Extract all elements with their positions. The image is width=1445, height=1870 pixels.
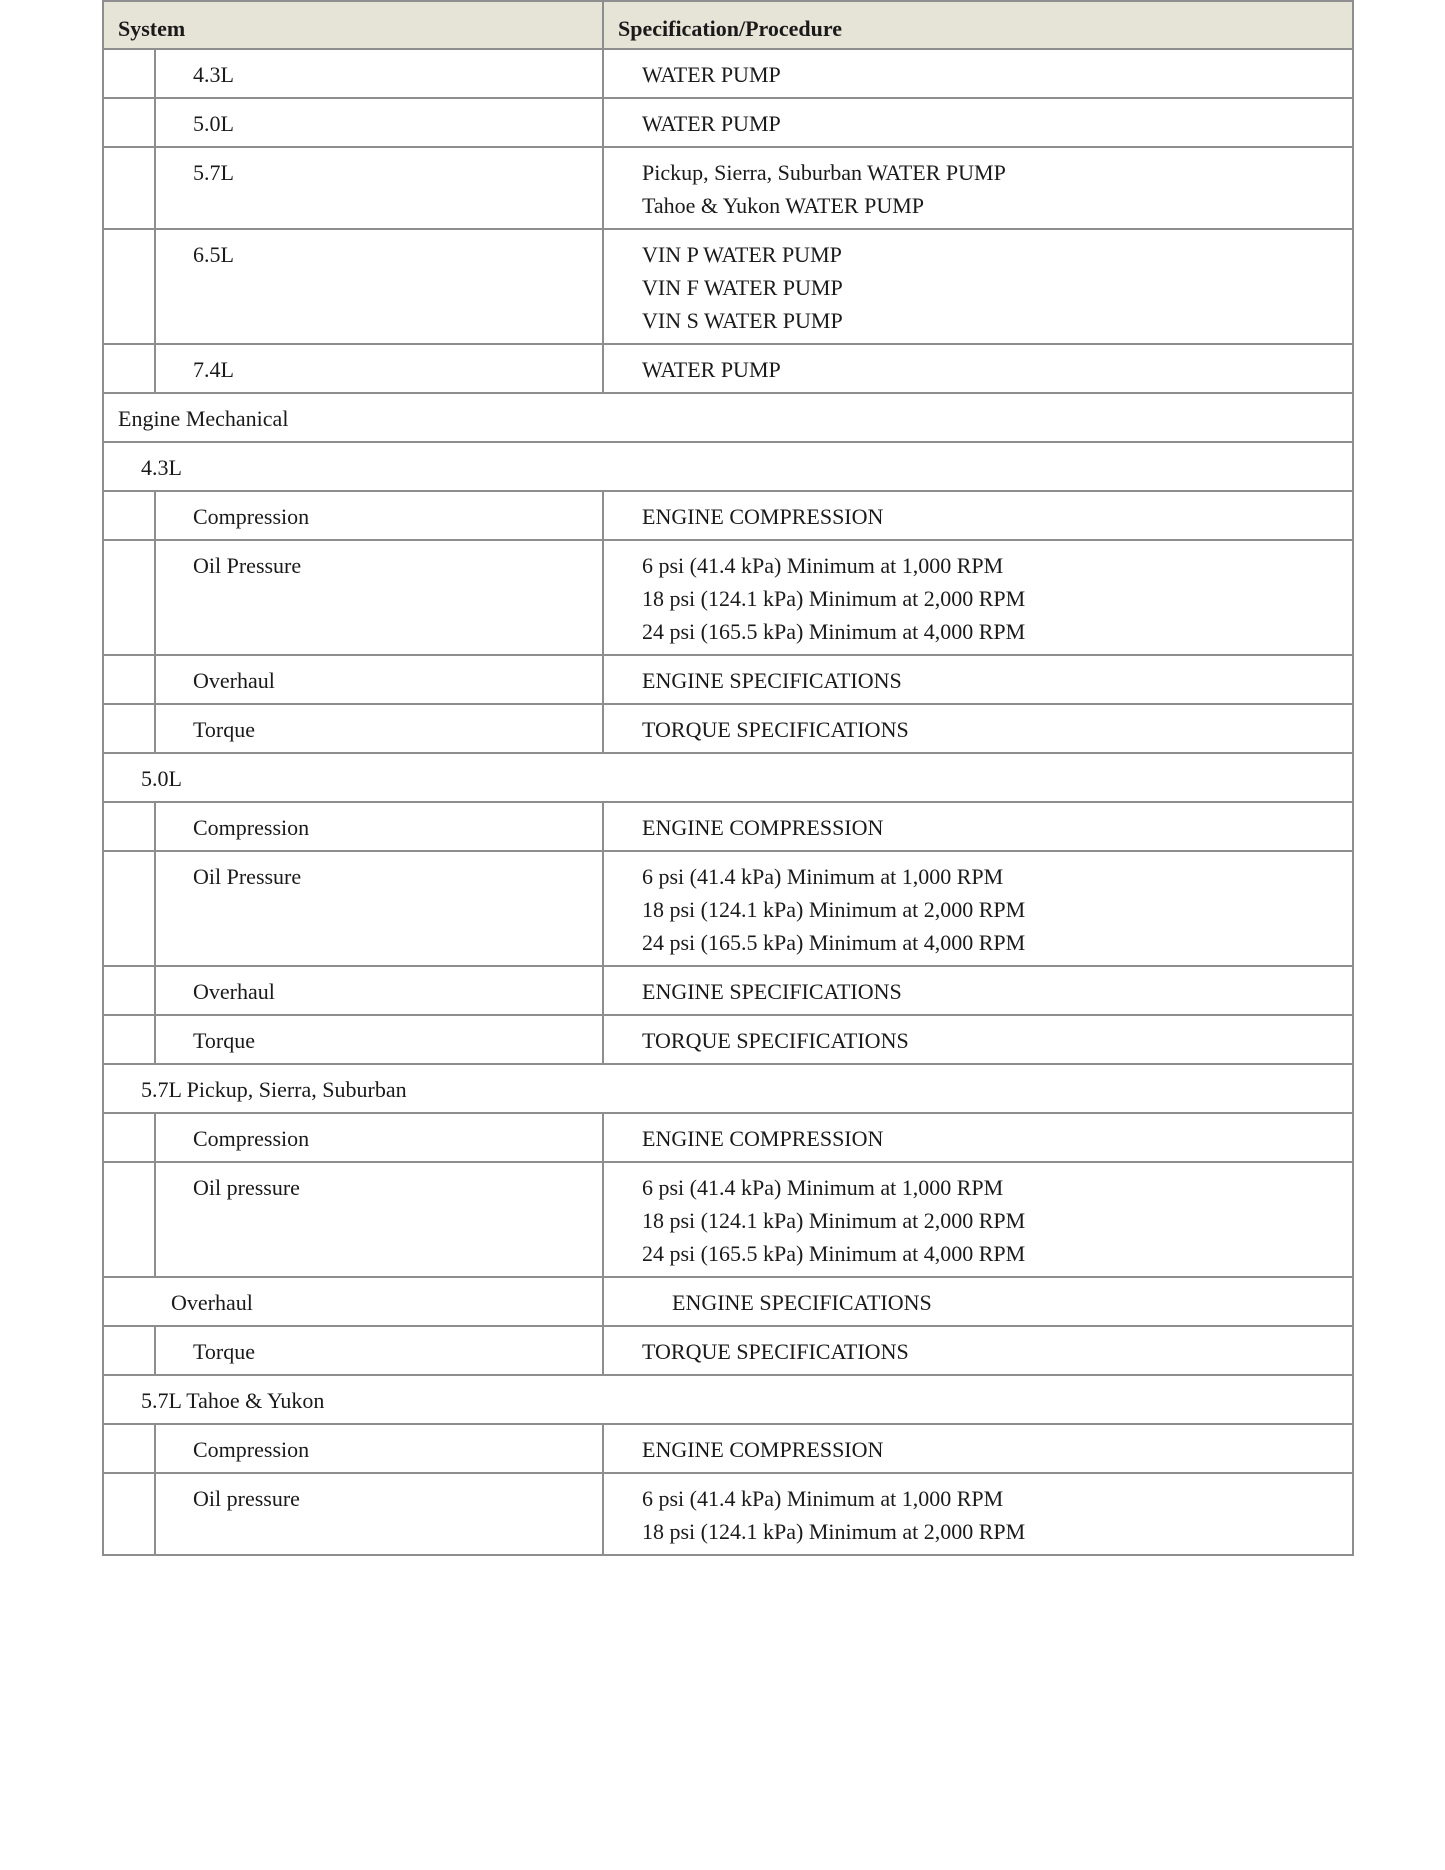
specification-line: 6 psi (41.4 kPa) Minimum at 1,000 RPM xyxy=(642,1175,1004,1200)
indent-cell xyxy=(103,540,155,655)
system-label: 6.5L xyxy=(155,229,603,344)
system-label: Oil pressure xyxy=(155,1473,603,1555)
table-body xyxy=(103,49,1353,1555)
system-label: Overhaul xyxy=(155,655,603,704)
indent-cell xyxy=(103,1424,155,1473)
specification-value xyxy=(603,1326,1353,1375)
subsection-heading: 5.0L xyxy=(103,753,1353,802)
table-row xyxy=(103,1277,1353,1326)
specification-line: ENGINE COMPRESSION xyxy=(642,504,884,529)
indent-cell xyxy=(103,1113,155,1162)
specification-line: WATER PUMP xyxy=(642,111,781,136)
indent-cell xyxy=(103,147,155,229)
specification-line: ENGINE COMPRESSION xyxy=(642,815,884,840)
table-row xyxy=(103,49,1353,98)
indent-cell xyxy=(103,49,155,98)
table-row xyxy=(103,851,1353,966)
subsection-heading: 5.7L Tahoe & Yukon xyxy=(103,1375,1353,1424)
specification-line: VIN F WATER PUMP xyxy=(642,275,843,300)
table-row xyxy=(103,540,1353,655)
specification-table xyxy=(102,0,1354,1556)
table-row xyxy=(103,704,1353,753)
indent-cell xyxy=(103,655,155,704)
system-label: Oil pressure xyxy=(155,1162,603,1277)
indent-cell xyxy=(103,802,155,851)
specification-value xyxy=(603,147,1353,229)
specification-value xyxy=(603,229,1353,344)
table-row xyxy=(103,1473,1353,1555)
indent-cell xyxy=(103,1326,155,1375)
specification-line: ENGINE COMPRESSION xyxy=(642,1437,884,1462)
table-row xyxy=(103,1326,1353,1375)
specification-line: WATER PUMP xyxy=(642,357,781,382)
specification-value xyxy=(603,704,1353,753)
specification-line: 24 psi (165.5 kPa) Minimum at 4,000 RPM xyxy=(642,930,1026,955)
system-label: Oil Pressure xyxy=(155,851,603,966)
table-row xyxy=(103,98,1353,147)
table-row xyxy=(103,442,1353,491)
specification-value xyxy=(603,491,1353,540)
section-heading: Engine Mechanical xyxy=(103,393,1353,442)
subsection-heading: 5.7L Pickup, Sierra, Suburban xyxy=(103,1064,1353,1113)
system-label: Overhaul xyxy=(103,1277,603,1326)
indent-cell xyxy=(103,344,155,393)
indent-cell xyxy=(103,966,155,1015)
specification-line: VIN P WATER PUMP xyxy=(642,242,842,267)
specification-value xyxy=(603,49,1353,98)
specification-line: 24 psi (165.5 kPa) Minimum at 4,000 RPM xyxy=(642,619,1026,644)
table-row xyxy=(103,1015,1353,1064)
table-row xyxy=(103,229,1353,344)
indent-cell xyxy=(103,491,155,540)
specification-line: Pickup, Sierra, Suburban WATER PUMP xyxy=(642,160,1006,185)
table-row xyxy=(103,802,1353,851)
specification-line: 6 psi (41.4 kPa) Minimum at 1,000 RPM xyxy=(642,864,1004,889)
table-row xyxy=(103,1375,1353,1424)
specification-line: ENGINE COMPRESSION xyxy=(642,1126,884,1151)
specification-line: Tahoe & Yukon WATER PUMP xyxy=(642,193,925,218)
specification-value xyxy=(603,1277,1353,1326)
document-page xyxy=(102,0,1352,1556)
specification-value xyxy=(603,1424,1353,1473)
specification-value xyxy=(603,851,1353,966)
table-row xyxy=(103,1162,1353,1277)
subsection-heading: 4.3L xyxy=(103,442,1353,491)
specification-value xyxy=(603,1113,1353,1162)
table-row xyxy=(103,393,1353,442)
system-label: Torque xyxy=(155,1326,603,1375)
table-row xyxy=(103,1424,1353,1473)
specification-line: 6 psi (41.4 kPa) Minimum at 1,000 RPM xyxy=(642,1486,1004,1511)
specification-value xyxy=(603,1473,1353,1555)
specification-line: 18 psi (124.1 kPa) Minimum at 2,000 RPM xyxy=(642,586,1026,611)
table-row xyxy=(103,655,1353,704)
system-label: Torque xyxy=(155,704,603,753)
indent-cell xyxy=(103,229,155,344)
system-label: 5.7L xyxy=(155,147,603,229)
header-specification: Specification/Procedure xyxy=(603,1,1353,49)
specification-line: 18 psi (124.1 kPa) Minimum at 2,000 RPM xyxy=(642,1208,1026,1233)
system-label: Compression xyxy=(155,1113,603,1162)
system-label: Oil Pressure xyxy=(155,540,603,655)
specification-line: 18 psi (124.1 kPa) Minimum at 2,000 RPM xyxy=(642,1519,1026,1544)
table-row xyxy=(103,1113,1353,1162)
table-header-row xyxy=(103,1,1353,49)
table-row xyxy=(103,344,1353,393)
table-row xyxy=(103,753,1353,802)
system-label: 5.0L xyxy=(155,98,603,147)
indent-cell xyxy=(103,851,155,966)
system-label: Torque xyxy=(155,1015,603,1064)
system-label: Compression xyxy=(155,1424,603,1473)
specification-line: TORQUE SPECIFICATIONS xyxy=(642,1339,909,1364)
specification-line: ENGINE SPECIFICATIONS xyxy=(672,1290,932,1315)
specification-line: ENGINE SPECIFICATIONS xyxy=(642,979,902,1004)
specification-value xyxy=(603,540,1353,655)
table-row xyxy=(103,147,1353,229)
indent-cell xyxy=(103,704,155,753)
specification-line: TORQUE SPECIFICATIONS xyxy=(642,1028,909,1053)
specification-value xyxy=(603,344,1353,393)
indent-cell xyxy=(103,1162,155,1277)
system-label: Compression xyxy=(155,802,603,851)
specification-value xyxy=(603,1162,1353,1277)
indent-cell xyxy=(103,1473,155,1555)
system-label: 7.4L xyxy=(155,344,603,393)
specification-line: WATER PUMP xyxy=(642,62,781,87)
specification-line: VIN S WATER PUMP xyxy=(642,308,843,333)
system-label: Compression xyxy=(155,491,603,540)
specification-line: 18 psi (124.1 kPa) Minimum at 2,000 RPM xyxy=(642,897,1026,922)
indent-cell xyxy=(103,98,155,147)
specification-value xyxy=(603,966,1353,1015)
system-label: Overhaul xyxy=(155,966,603,1015)
specification-line: ENGINE SPECIFICATIONS xyxy=(642,668,902,693)
table-row xyxy=(103,491,1353,540)
indent-cell xyxy=(103,1015,155,1064)
specification-value xyxy=(603,655,1353,704)
system-label: 4.3L xyxy=(155,49,603,98)
table-row xyxy=(103,1064,1353,1113)
header-system: System xyxy=(103,1,603,49)
specification-value xyxy=(603,98,1353,147)
specification-line: TORQUE SPECIFICATIONS xyxy=(642,717,909,742)
specification-line: 6 psi (41.4 kPa) Minimum at 1,000 RPM xyxy=(642,553,1004,578)
specification-line: 24 psi (165.5 kPa) Minimum at 4,000 RPM xyxy=(642,1241,1026,1266)
specification-value xyxy=(603,802,1353,851)
table-row xyxy=(103,966,1353,1015)
specification-value xyxy=(603,1015,1353,1064)
